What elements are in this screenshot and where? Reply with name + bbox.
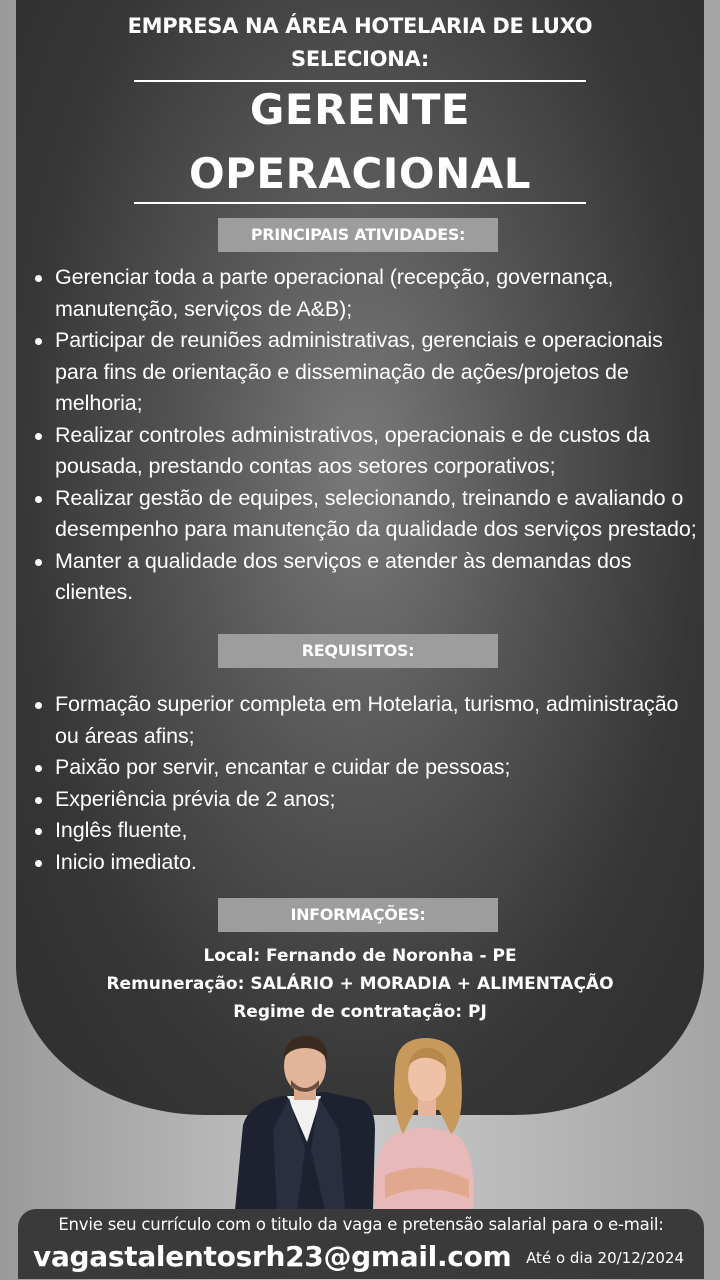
footer-instruction: Envie seu currículo com o titulo da vaga e pretensão salarial para o e-mail: <box>58 1215 664 1234</box>
info-location: Local: Fernando de Noronha - PE <box>203 946 517 966</box>
company-headline <box>0 10 720 76</box>
activities-section-label: PRINCIPAIS ATIVIDADES: <box>218 218 498 252</box>
info-section-label: INFORMAÇÕES: <box>218 898 498 932</box>
activity-item: Participar de reuniões administrativas, gerenciais e operacionais para fins de orientação e disseminação de ações/projetos de melhoria; <box>0 325 700 420</box>
requirement-item: Experiência prévia de 2 anos; <box>0 784 700 816</box>
activity-item: Realizar controles administrativos, operacionais e de custos da pousada, prestando contas aos setores corporativos; <box>0 420 700 483</box>
company-line-1: EMPRESA NA ÁREA HOTELARIA DE LUXO <box>127 14 593 38</box>
requirement-item: Inicio imediato. <box>0 847 700 879</box>
requirement-item: Inglês fluente, <box>0 815 700 847</box>
company-line-2: SELECIONA: <box>291 47 429 71</box>
info-compensation: Remuneração: SALÁRIO + MORADIA + ALIMENTAÇÃO <box>106 974 614 994</box>
contact-email[interactable]: vagastalentosrh23@gmail.com <box>33 1240 512 1273</box>
divider-bottom <box>134 202 586 204</box>
woman-figure <box>374 1038 473 1210</box>
application-deadline: Até o dia 20/12/2024 <box>526 1249 684 1267</box>
activities-list <box>0 262 700 609</box>
job-title-line-1: GERENTE <box>249 85 471 134</box>
man-figure <box>235 1036 375 1210</box>
activity-item: Gerenciar toda a parte operacional (recepção, governança, manutenção, serviços de A&B); <box>0 262 700 325</box>
requirement-item: Paixão por servir, encantar e cuidar de pessoas; <box>0 752 700 784</box>
activity-item: Realizar gestão de equipes, selecionando, treinando e avaliando o desempenho para manutenção da qualidade dos serviços prestado; <box>0 483 700 546</box>
divider-top <box>134 80 586 82</box>
people-photo <box>225 1030 505 1210</box>
job-title-line-2: OPERACIONAL <box>188 149 532 198</box>
requirements-section-label: REQUISITOS: <box>218 634 498 668</box>
activity-item: Manter a qualidade dos serviços e atender às demandas dos clientes. <box>0 546 700 609</box>
requirements-list <box>0 689 700 878</box>
requirement-item: Formação superior completa em Hotelaria, turismo, administração ou áreas afins; <box>0 689 700 752</box>
info-contract-regime: Regime de contratação: PJ <box>233 1002 487 1022</box>
footer-banner <box>18 1209 704 1279</box>
